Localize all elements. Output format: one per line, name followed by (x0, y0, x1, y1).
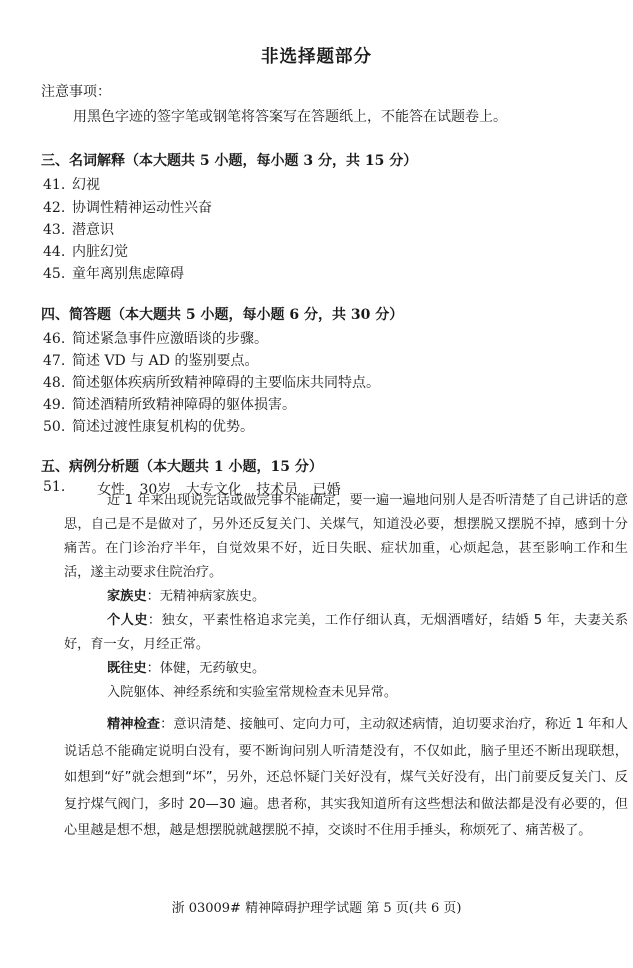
past-history-text: ：体健，无药敏史。 (146, 661, 266, 676)
question-text: 协调性精神运动性兴奋 (72, 200, 212, 216)
question-number: 51. (43, 479, 66, 495)
question-item (43, 197, 212, 217)
personal-history-label: 个人史 (107, 613, 148, 628)
case-history: 近 1 年来出现说完话或做完事不能确定，要一遍一遍地问别人是否听清楚了自己讲话的意思，自己是不是做对了，另外还反复关门、关煤气，知道没必要，想摆脱又摆脱不掉，感到十分痛苦。在门诊治疗半年，自觉效果不好，近日失眠、症状加重，心烦起急，甚至影响工作和生活，遂主动要求住院治疗。 (64, 493, 628, 580)
family-history-label: 家族史 (107, 589, 147, 604)
question-text: 童年离别焦虑障碍 (72, 266, 184, 282)
question-number: 49. (43, 397, 66, 413)
question-item (43, 350, 258, 370)
question-item (43, 219, 114, 239)
mental-exam-label: 精神检查 (107, 717, 161, 732)
personal-history-text: ：独女，平素性格追求完美，工作仔细认真，无烟酒嗜好，结婚 5 年，夫妻关系好，育一女，月经正常。 (64, 613, 629, 652)
case-info: 女性 30岁 大专文化 技术员 已婚 (97, 482, 341, 498)
question-number: 45. (43, 266, 66, 282)
question-number: 47. (43, 353, 66, 369)
personal-history (64, 609, 628, 657)
past-history-label: 既往史 (107, 661, 147, 676)
question-text: 潜意识 (72, 222, 114, 238)
past-history (64, 657, 628, 681)
question-item (43, 328, 268, 348)
notice-text: 用黑色字迹的签字笔或钢笔将答案写在答题纸上，不能答在试题卷上。 (73, 109, 507, 125)
question-item (43, 416, 254, 436)
question-number: 43. (43, 222, 66, 238)
mental-exam-text: ：意识清楚、接触可、定向力可，主动叙述病情，迫切要求治疗，称近 1 年和人说话总不能确定说明白没有，要不断询问别人听清楚没有，不仅如此，脑子里还不断出现联想，如想到“好”就会想到“坏”，另外，还总怀疑门关好没有，煤气关好没有，出门前要反复关门、反复拧煤气阀门，多时 20—30 遍。患者称，其实我知道所有这些想法和做法都是没有必要的，但心里越是想不想，越是想摆脱就越摆脱不掉，交谈时不住用手捶头，称烦死了、痛苦极了。 (64, 717, 629, 838)
page-footer: 浙 03009# 精神障碍护理学试题 第 5 页(共 6 页) (171, 901, 462, 916)
question-text: 幻视 (72, 177, 100, 193)
question-item (43, 174, 100, 194)
question-item (43, 263, 184, 283)
mental-exam (64, 712, 628, 845)
question-text: 简述过渡性康复机构的优势。 (72, 419, 254, 435)
question-text: 简述紧急事件应激晤谈的步骤。 (72, 331, 268, 347)
question-text: 简述 VD 与 AD 的鉴别要点。 (72, 353, 259, 369)
question-number: 42. (43, 200, 66, 216)
family-history (64, 585, 628, 609)
question-number: 46. (43, 331, 66, 347)
physical-exam: 入院躯体、神经系统和实验室常规检查未见异常。 (107, 685, 398, 700)
section3-heading: 三、名词解释（本大题共 5 小题，每小题 3 分，共 15 分） (41, 153, 418, 169)
section4-heading: 四、简答题（本大题共 5 小题，每小题 6 分，共 30 分） (41, 307, 404, 323)
question-item (43, 241, 128, 261)
question-number: 50. (43, 419, 66, 435)
question-item (43, 394, 296, 414)
question-number: 41. (43, 177, 66, 193)
family-history-text: ：无精神病家族史。 (146, 589, 266, 604)
question-number: 48. (43, 375, 66, 391)
section5-heading: 五、病例分析题（本大题共 1 小题，15 分） (41, 459, 323, 475)
page-title: 非选择题部分 (261, 47, 372, 67)
question-text: 简述躯体疾病所致精神障碍的主要临床共同特点。 (72, 375, 380, 391)
question-number: 44. (43, 244, 66, 260)
question-text: 简述酒精所致精神障碍的躯体损害。 (72, 397, 296, 413)
question-item (43, 372, 380, 392)
notice-label: 注意事项： (41, 84, 111, 100)
question-text: 内脏幻觉 (72, 244, 128, 260)
